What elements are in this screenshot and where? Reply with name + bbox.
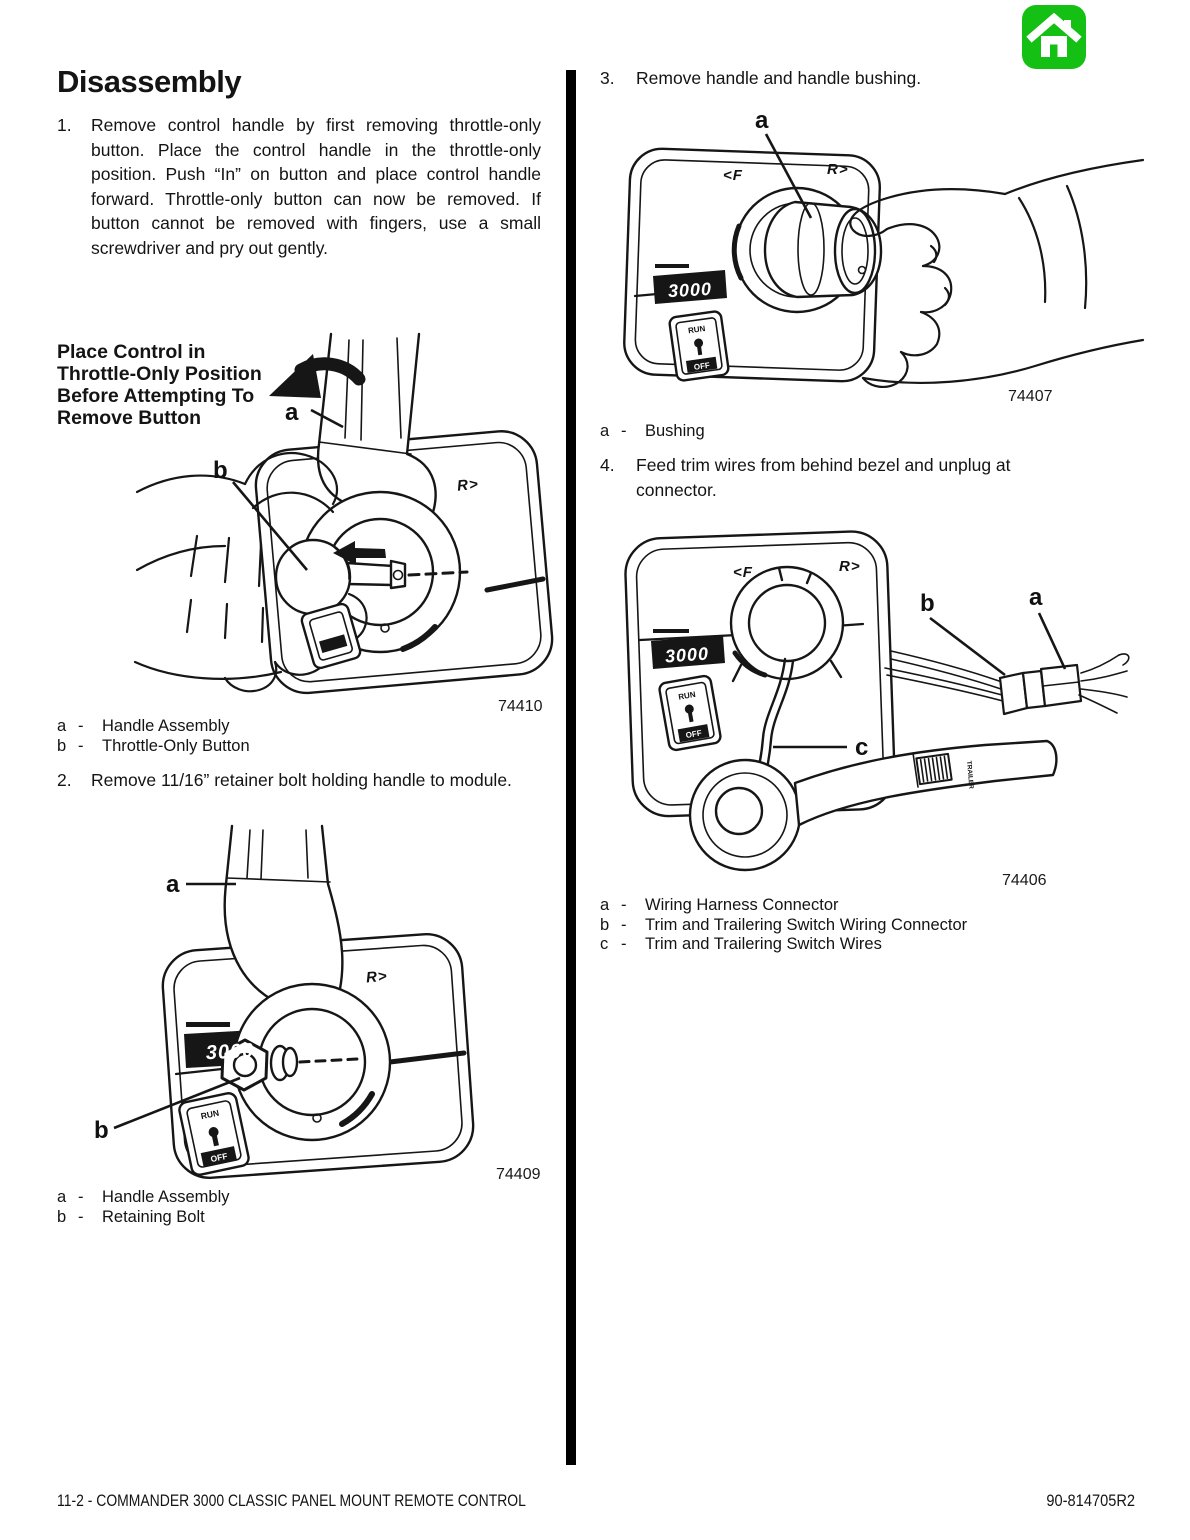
callout-row: c - Trim and Trailering Switch Wires xyxy=(600,935,882,953)
callout-row: a - Bushing xyxy=(600,422,705,440)
callout-row: b - Throttle-Only Button xyxy=(57,736,250,755)
forward-marking: <F xyxy=(723,167,743,184)
callout-label-b: b xyxy=(920,590,935,617)
trailer-marking: TRAILER xyxy=(965,760,975,790)
callout-label-a: a xyxy=(166,871,180,898)
callout-label-a: a xyxy=(285,399,299,426)
figure-number: 74410 xyxy=(498,698,543,715)
switch-run-text: RUN xyxy=(687,323,706,336)
step-3-number: 3. xyxy=(600,68,615,88)
step-3 xyxy=(600,66,1137,91)
logo-3000: 3000 xyxy=(205,1039,255,1065)
trailer-switch xyxy=(916,754,951,784)
logo-3000: 3000 xyxy=(667,278,713,302)
note-line: Place Control in xyxy=(57,341,206,363)
run-off-switch xyxy=(658,675,721,751)
figure-74406-illustration xyxy=(615,523,1155,873)
footer-section-title: 11-2 - COMMANDER 3000 CLASSIC PANEL MOUNT REMOTE CONTROL xyxy=(57,1491,526,1510)
step-1-number: 1. xyxy=(57,115,72,135)
figure-74409-callouts xyxy=(57,1188,229,1227)
page-title: Disassembly xyxy=(57,64,242,99)
column-divider xyxy=(566,70,576,1465)
note-line: Before Attempting To xyxy=(57,385,255,407)
step-4-number: 4. xyxy=(600,455,615,475)
note-line: Throttle-Only Position xyxy=(57,363,262,385)
reverse-marking: R> xyxy=(456,475,480,495)
figure-number: 74409 xyxy=(496,1166,541,1183)
note-line: Remove Button xyxy=(57,407,202,429)
step-2 xyxy=(57,768,541,793)
step-2-number: 2. xyxy=(57,770,72,790)
switch-off-text: OFF xyxy=(693,360,711,372)
figure-74406-callouts xyxy=(600,896,967,955)
figure-74410-illustration xyxy=(135,332,545,700)
switch-off-text: OFF xyxy=(209,1150,229,1165)
figure-number: 74407 xyxy=(1008,388,1053,405)
reverse-marking: R> xyxy=(839,558,861,575)
figure-74409-illustration xyxy=(90,822,550,1182)
figure-74410-callouts xyxy=(57,717,250,756)
callout-row: b - Trim and Trailering Switch Wiring Connector xyxy=(600,915,968,934)
forward-marking: <F xyxy=(733,564,753,581)
home-icon[interactable] xyxy=(1022,5,1086,69)
step-2-text: Remove 11/16” retainer bolt holding handle to module. xyxy=(91,770,512,790)
footer-document-number: 90-814705R2 xyxy=(1046,1491,1135,1510)
callout-label-a: a xyxy=(755,107,769,134)
switch-off-text: OFF xyxy=(685,728,703,740)
figure-74407-callouts xyxy=(600,422,705,442)
callout-row: b - Retaining Bolt xyxy=(57,1207,205,1226)
callout-row: a - Wiring Harness Connector xyxy=(600,896,839,914)
callout-row: a - Handle Assembly xyxy=(57,1188,230,1206)
callout-row: a - Handle Assembly xyxy=(57,717,230,735)
figure-74407-illustration xyxy=(615,98,1145,393)
reverse-marking: R> xyxy=(827,161,849,178)
switch-run-text: RUN xyxy=(677,689,697,702)
step-1 xyxy=(57,113,541,260)
callout-label-a: a xyxy=(1029,584,1043,611)
callout-label-b: b xyxy=(213,457,228,484)
step-4-text: Feed trim wires from behind bezel and unplug at connector. xyxy=(636,455,1011,500)
hand-sketch xyxy=(850,160,1143,387)
figure-number: 74406 xyxy=(1002,872,1047,889)
switch-run-text: RUN xyxy=(199,1107,220,1122)
step-1-text: Remove control handle by first removing throttle-only button. Place the control handle in the throttle-only position. Push “In” on button and place control handle forward. Throttle-only button can now be removed. If button cannot be removed with fingers, use a small screwdriver and pry out gently. xyxy=(91,115,541,258)
step-4 xyxy=(600,453,1108,502)
reverse-marking: R> xyxy=(365,967,389,987)
callout-label-b: b xyxy=(94,1117,109,1144)
callout-label-c: c xyxy=(855,734,869,761)
step-3-text: Remove handle and handle bushing. xyxy=(636,68,922,88)
logo-3000: 3000 xyxy=(664,643,710,667)
